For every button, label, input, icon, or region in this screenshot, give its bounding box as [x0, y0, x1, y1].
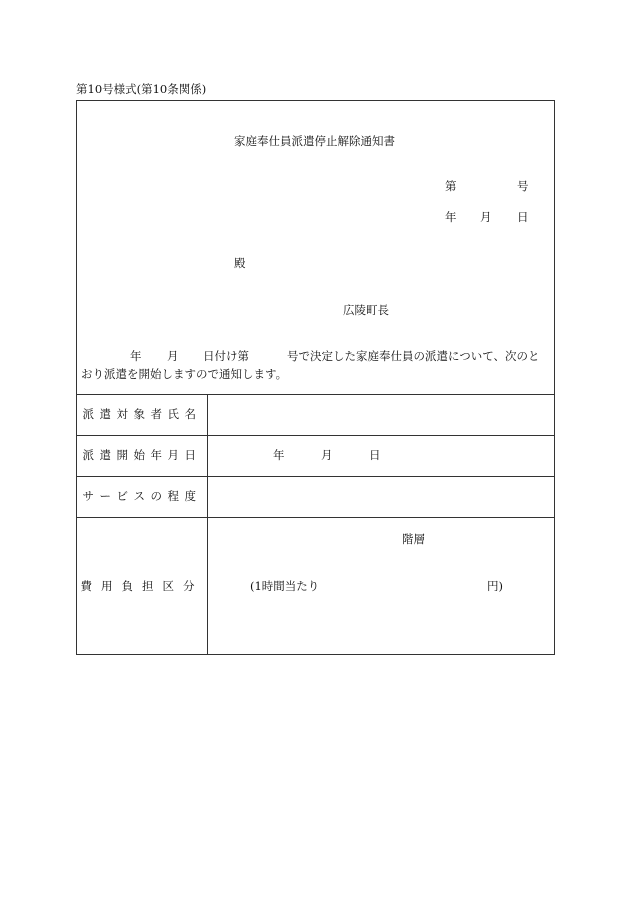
document-frame [76, 100, 555, 655]
row-label-recipient-name: 派遣対象者氏名 [82, 407, 202, 421]
row-label-service-level: サービスの程度 [82, 489, 202, 503]
number-prefix: 第 [445, 179, 457, 193]
date-month: 月 [480, 210, 492, 224]
row-label-cost-category: 費用負担区分 [80, 579, 204, 593]
body-year: 年 [130, 349, 142, 363]
row-divider-1 [77, 435, 554, 436]
start-date-month: 月 [321, 448, 333, 462]
row-divider-2 [77, 476, 554, 477]
date-day: 日 [517, 210, 529, 224]
start-date-year: 年 [273, 448, 285, 462]
body-rest: 号で決定した家庭奉仕員の派遣について、次のと [287, 349, 540, 363]
hourly-rate-prefix: (1時間当たり [250, 579, 320, 593]
body-day-prefix: 日付け第 [203, 349, 249, 363]
number-suffix: 号 [517, 179, 529, 193]
start-date-day: 日 [369, 448, 381, 462]
row-label-start-date: 派遣開始年月日 [82, 448, 202, 462]
body-month: 月 [167, 349, 179, 363]
table-top-rule [77, 394, 554, 395]
form-label: 第10号様式(第10条関係) [76, 82, 207, 96]
row-divider-3 [77, 517, 554, 518]
body-line-2: おり派遣を開始しますので通知します。 [81, 367, 288, 381]
cost-tier: 階層 [402, 532, 425, 546]
document-title: 家庭奉仕員派遣停止解除通知書 [234, 134, 395, 148]
date-year: 年 [445, 210, 457, 224]
issuer-name: 広陵町長 [343, 303, 389, 317]
hourly-rate-suffix: 円) [487, 579, 503, 593]
addressee-suffix: 殿 [234, 256, 246, 270]
table-column-divider [207, 394, 208, 654]
